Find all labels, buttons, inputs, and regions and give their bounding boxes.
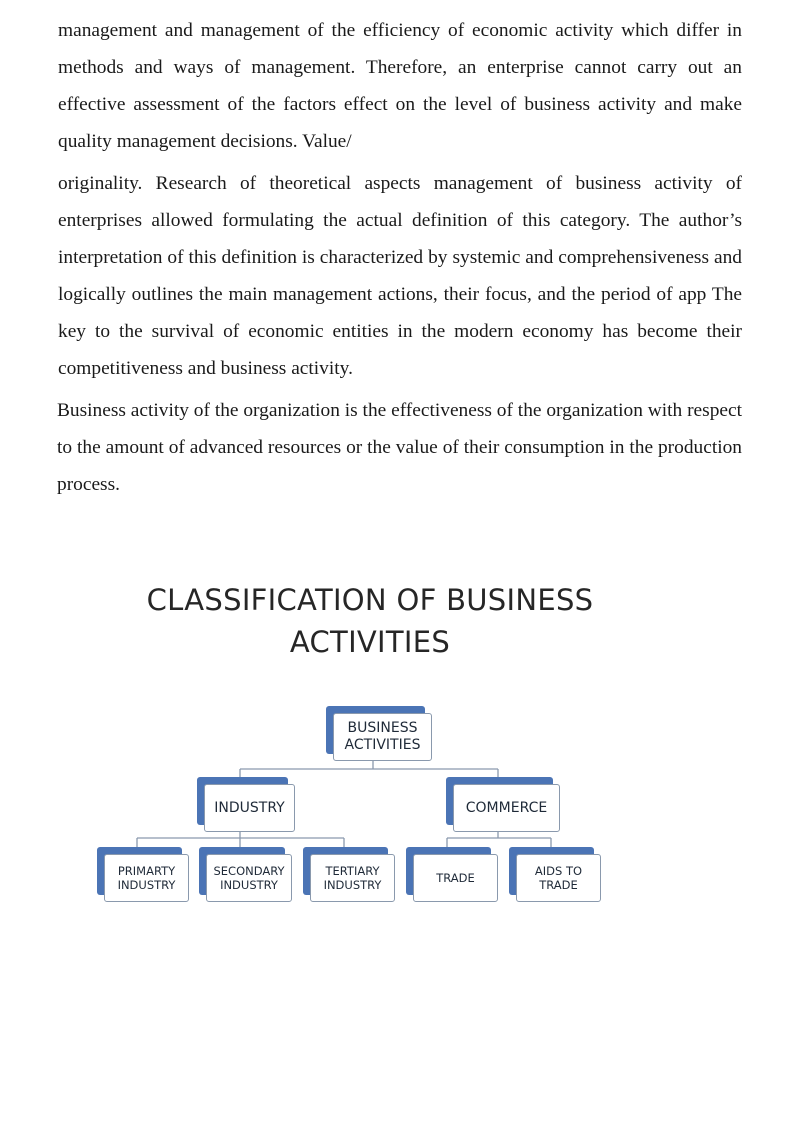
body-paragraph-3: Business activity of the organization is the effectiveness of the organization with respect to the amount of advanced resources or the value of their consumption in the production process. [57, 400, 742, 495]
node-industry-label: INDUSTRY [214, 799, 285, 816]
node-industry [204, 784, 295, 832]
node-tertiary-industry [310, 854, 395, 902]
node-aids-to-trade-label: AIDS TO TRADE [534, 864, 583, 892]
node-trade-label: TRADE [436, 871, 475, 885]
node-commerce [453, 784, 560, 832]
node-primary-industry [104, 854, 189, 902]
node-aids-to-trade [516, 854, 601, 902]
node-commerce-label: COMMERCE [465, 799, 548, 816]
body-paragraph-1: management and management of the efficiency of economic activity which differ in methods and ways of management. Therefore, an enterprise cannot carry out an effective assessment of the factors effect on the level of business activity and make quality management decisions. Value/ [58, 20, 742, 152]
node-primary-industry-label: PRIMARTY INDUSTRY [117, 864, 176, 892]
node-business-activities [333, 713, 432, 761]
body-paragraph-2: originality. Research of theoretical aspects management of business activity of enterprises allowed formulating the actual definition of this category. The author’s interpretation of this definition is characterized by systemic and comprehensiveness and logically outlines the main management actions, their focus, and the period of app The key to the survival of economic entities in the modern economy has become their competitiveness and business activity. [58, 173, 742, 379]
figure-title-line-2: ACTIVITIES [289, 625, 451, 659]
node-secondary-industry-label: SECONDARY INDUSTRY [213, 864, 285, 892]
node-secondary-industry [206, 854, 292, 902]
figure-title-line-1: CLASSIFICATION OF BUSINESS [146, 583, 594, 617]
node-trade [413, 854, 498, 902]
node-tertiary-industry-label: TERTIARY INDUSTRY [323, 864, 382, 892]
node-business-activities-label: BUSINESS ACTIVITIES [344, 720, 421, 753]
